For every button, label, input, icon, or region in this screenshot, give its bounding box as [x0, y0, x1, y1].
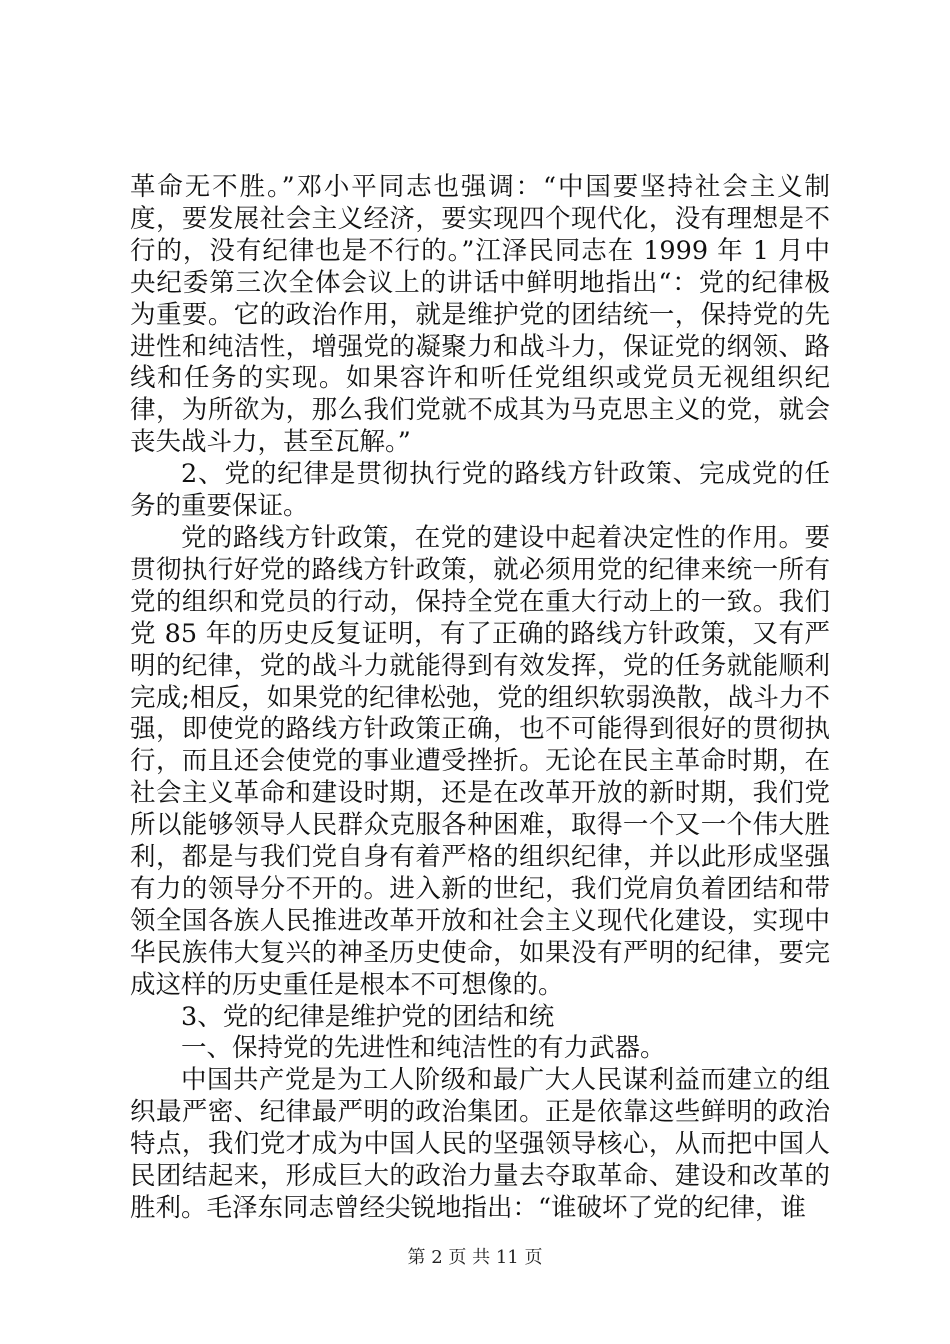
page-number-footer: 第 2 页 共 11 页: [407, 1247, 543, 1268]
paragraph-2-heading: 2、党的纪律是贯彻执行党的路线方针政策、完成党的任务的重要保证。: [130, 459, 830, 522]
document-body: [130, 172, 830, 1225]
paragraph-5-heading: 一、保持党的先进性和纯洁性的有力武器。: [181, 1033, 666, 1064]
paragraph-3: 党的路线方针政策，在党的建设中起着决定性的作用。要贯彻执行好党的路线方针政策，就必须用党的纪律来统一所有党的组织和党员的行动，保持全党在重大行动上的一致。我们党 85 年的历史反复证明，有了正确的路线方针政策，又有严明的纪律，党的战斗力就能得到有效发挥，党的任务就能顺利完成;相反，如果党的纪律松弛，党的组织软弱涣散，战斗力不强，即使党的路线方针政策正确，也不可能得到很好的贯彻执行，而且还会使党的事业遭受挫折。无论在民主革命时期，在社会主义革命和建设时期，还是在改革开放的新时期，我们党所以能够领导人民群众克服各种困难，取得一个又一个伟大胜利，都是与我们党自身有着严格的组织纪律，并以此形成坚强有力的领导分不开的。进入新的世纪，我们党肩负着团结和带领全国各族人民推进改革开放和社会主义现代化建设，实现中华民族伟大复兴的神圣历史使命，如果没有严明的纪律，要完成这样的历史重任是根本不可想像的。: [130, 522, 830, 1000]
paragraph-6: 中国共产党是为工人阶级和最广大人民谋利益而建立的组织最严密、纪律最严明的政治集团。正是依靠这些鲜明的政治特点，我们党才成为中国人民的坚强领导核心，从而把中国人民团结起来，形成巨大的政治力量去夺取革命、建设和改革的胜利。毛泽东同志曾经尖锐地指出：“谁破坏了党的纪律，谁: [130, 1065, 830, 1223]
paragraph-4-heading: 3、党的纪律是维护党的团结和统: [181, 1001, 555, 1032]
paragraph-1: 革命无不胜。”邓小平同志也强调：“中国要坚持社会主义制度，要发展社会主义经济，要实现四个现代化，没有理想是不行的，没有纪律也是不行的。”江泽民同志在 1999 年 1 月中央纪委第三次全体会议上的讲话中鲜明地指出“：党的纪律极为重要。它的政治作用，就是维护党的团结统一，保持党的先进性和纯洁性，增强党的凝聚力和战斗力，保证党的纲领、路线和任务的实现。如果容许和听任党组织或党员无视组织纪律，为所欲为，那么我们党就不成其为马克思主义的党，就会丧失战斗力，甚至瓦解。”: [130, 172, 830, 458]
